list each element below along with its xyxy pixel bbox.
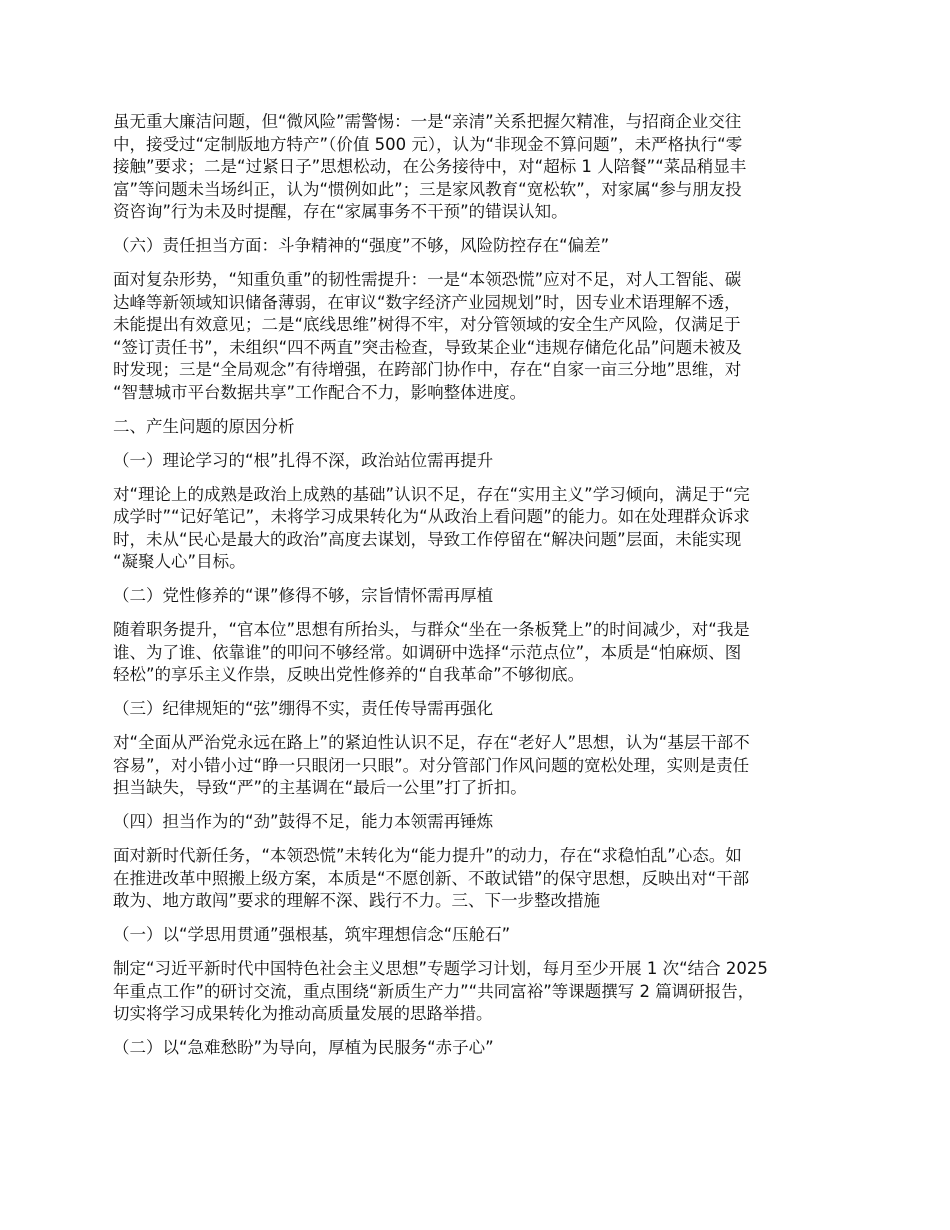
text-line: 面对新时代新任务，“本领恐慌”未转化为“能力提升”的动力，存在“求稳怕乱”心态。如 — [113, 846, 742, 865]
text-line: 轻松”的享乐主义作祟，反映出党性修养的“自我革命”不够彻底。 — [113, 665, 585, 684]
text-line: “签订责任书”，未组织“四不两直”突击检查，导致某企业“违规存储危化品”问题未被及 — [113, 337, 742, 357]
text-line: 时，未从“民心是最大的政治”高度去谋划，导致工作停留在“解决问题”层面，未能实现 — [113, 529, 742, 549]
text-line: 对“理论上的成熟是政治上成熟的基础”认识不足，存在“实用主义”学习倾向，满足于“完 — [113, 484, 750, 504]
text-line: 年重点工作”的研讨交流，重点围绕“新质生产力”“共同富裕”等课题撰写 2 篇调研报告， — [113, 981, 755, 1001]
text-line: 达峰等新领域知识储备薄弱，在审议“数字经济产业园规划”时，因专业术语理解不透， — [113, 292, 741, 312]
text-line: “智慧城市平台数据共享”工作配合不力，影响整体进度。 — [113, 382, 527, 402]
chapter-heading-cause-analysis: 二、产生问题的原因分析 — [113, 416, 295, 436]
section-heading-service-measures: （二）以“急难愁盼”为导向，厚植为民服务“赤子心” — [113, 1038, 494, 1057]
section-heading-discipline: （三）纪律规矩的“弦”绷得不实，责任传导需再强化 — [113, 699, 494, 718]
text-line: 容易”，对小错小过“睁一只眼闭一只眼”。对分管部门作风问题的宽松处理，实则是责任 — [113, 755, 750, 775]
text-line: 谁、为了谁、依靠谁”的叩问不够经常。如调研中选择“示范点位”，本质是“怕麻烦、图 — [113, 642, 742, 662]
section-heading-capability: （四）担当作为的“劲”鼓得不足，能力本领需再锤炼 — [113, 812, 494, 831]
paragraph-discipline — [113, 732, 843, 800]
text-line: 担当缺失，导致“严”的主基调在“最后一公里”打了折扣。 — [113, 778, 527, 797]
text-line: 随着职务提升，“官本位”思想有所抬头，与群众“坐在一条板凳上”的时间减少，对“我是 — [113, 620, 750, 639]
section-heading-responsibility: （六）责任担当方面：斗争精神的“强度”不够，风险防控存在“偏差” — [113, 236, 610, 255]
paragraph-integrity-risks — [113, 111, 843, 224]
text-line: 在推进改革中照搬上级方案，本质是“不愿创新、不敢试错”的保守思想，反映出对“干部 — [113, 868, 750, 888]
text-line: 成学时”“记好笔记”，未将学习成果转化为“从政治上看问题”的能力。如在处理群众诉求 — [113, 507, 750, 526]
paragraph-capability — [113, 845, 843, 913]
text-line: 中，接受过“定制版地方特产”（价值 500 元），认为“非现金不算问题”，未严格执行“零 — [113, 134, 743, 154]
text-line: 面对复杂形势，“知重负重”的韧性需提升：一是“本领恐慌”应对不足，对人工智能、碳 — [113, 270, 742, 289]
text-line: 对“全面从严治党永远在路上”的紧迫性认识不足，存在“老好人”思想，认为“基层干部不 — [113, 733, 750, 752]
text-line: 虽无重大廉洁问题，但“微风险”需警惕：一是“亲清”关系把握欠精准，与招商企业交往 — [113, 112, 742, 131]
text-line: 资咨询”行为未及时提醒，存在“家属事务不干预”的错误认知。 — [113, 202, 568, 221]
section-heading-party-spirit: （二）党性修养的“课”修得不够，宗旨情怀需再厚植 — [113, 586, 494, 605]
text-line: 富”等问题未当场纠正，认为“惯例如此”；三是家风教育“宽松软”，对家属“参与朋友投 — [113, 179, 742, 199]
text-line: “凝聚人心”目标。 — [113, 552, 246, 571]
text-line: 接触”要求；二是“过紧日子”思想松动，在公务接待中，对“超标 1 人陪餐”“菜品稍显丰 — [113, 157, 747, 176]
section-heading-study-measures: （一）以“学思用贯通”强根基，筑牢理想信念“压舱石” — [113, 925, 511, 944]
text-line: 时发现；三是“全局观念”有待增强，在跨部门协作中，存在“自家一亩三分地”思维，对 — [113, 360, 742, 379]
text-line: 敢为、地方敢闯”要求的理解不深、践行不力。三、下一步整改措施 — [113, 891, 601, 910]
paragraph-party-spirit — [113, 619, 843, 687]
section-heading-theory-study: （一）理论学习的“根”扎得不深，政治站位需再提升 — [113, 450, 494, 470]
paragraph-theory-study — [113, 484, 843, 574]
text-line: 切实将学习成果转化为推动高质量发展的思路举措。 — [113, 1004, 493, 1023]
text-line: 制定“习近平新时代中国特色社会主义思想”专题学习计划，每月至少开展 1 次“结合 2025 — [113, 959, 768, 978]
paragraph-responsibility — [113, 269, 843, 404]
text-line: 未能提出有效意见；二是“底线思维”树得不牢，对分管领域的安全生产风险，仅满足于 — [113, 315, 741, 334]
document-page — [113, 111, 843, 1071]
paragraph-study-measures — [113, 958, 843, 1026]
